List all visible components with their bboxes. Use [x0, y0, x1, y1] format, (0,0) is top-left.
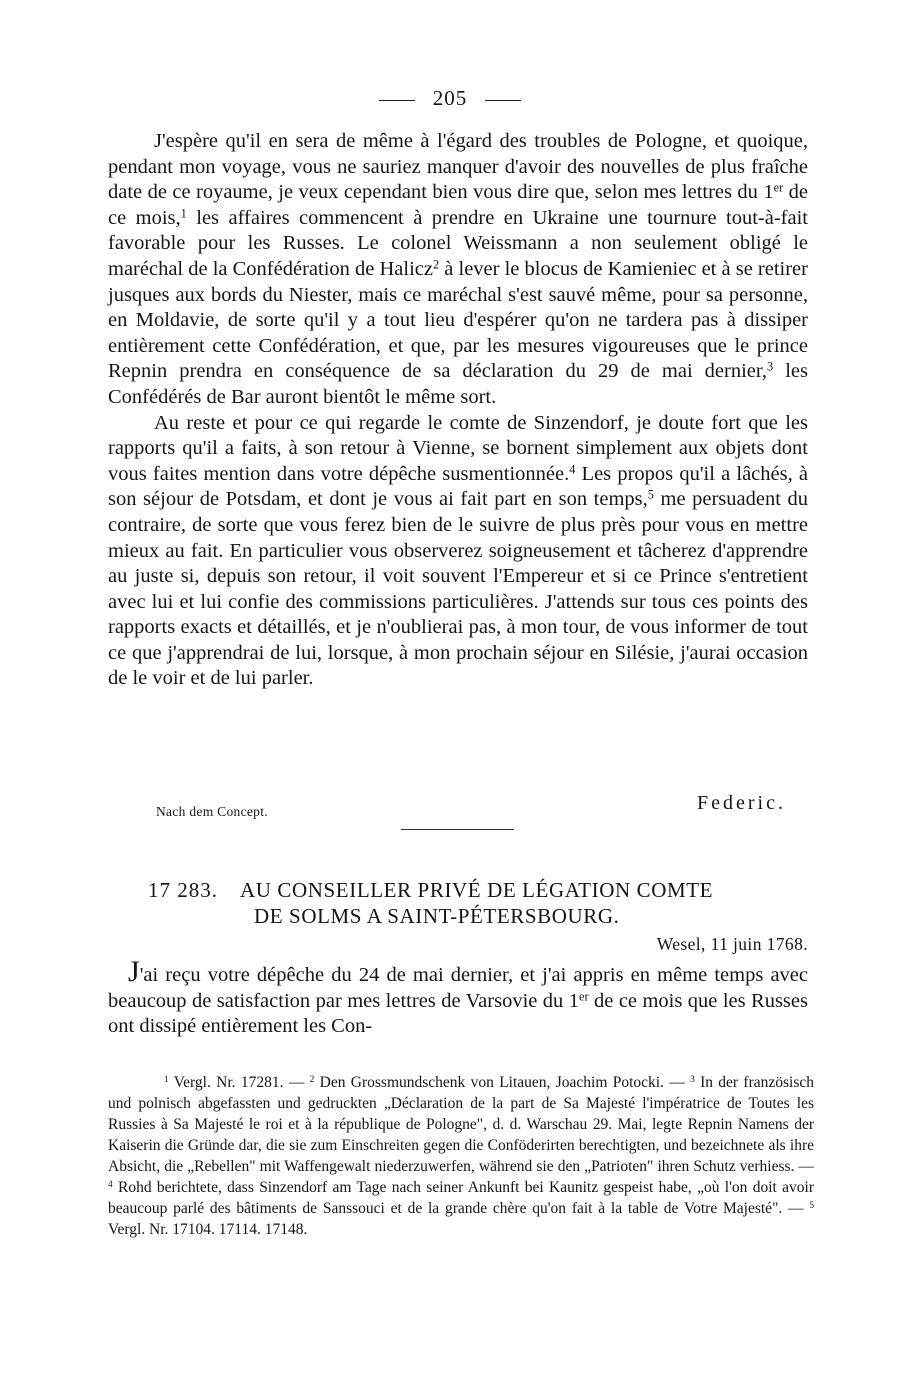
footnote-ref[interactable]: 1 [180, 206, 187, 221]
footnote-marker: 3 [690, 1074, 695, 1085]
drop-cap: J [128, 955, 140, 988]
superscript: er [579, 988, 589, 1003]
footnote-text: Vergl. Nr. 17104. 17114. 17148. [108, 1221, 308, 1238]
footnote-marker: 2 [309, 1074, 315, 1085]
paragraph-opening [108, 955, 808, 1040]
text-run: à lever le blocus de Kamieniec et à se retirer jusques aux bords du Niester, mais ce maréchal s'est sauvé même, pour sa personne, en Moldavie, de sorte qu'il y a tout lieu d'espérer qu'on ne tardera pas à dissiper entièrement cette Confédération, et que, par les mesures vigoureuses que le prince Repnin prendra en conséquence de sa déclaration du 29 de mai dernier, [108, 257, 808, 383]
superscript: er [773, 180, 784, 195]
footnotes [108, 1072, 814, 1240]
text-run: J'espère qu'il en sera de même à l'égard des troubles de Pologne, et quoique, pendant mon voyage, vous ne sauriez manquer d'avoir des nouvelles de plus fraîche date de ce royaume, je veux cependant bien vous dire que, selon mes lettres du 1 [108, 130, 808, 204]
paragraph-sinzendorf [108, 411, 808, 693]
header-rule-left [379, 100, 415, 101]
letter-body-17283 [108, 955, 808, 1040]
closing-line [108, 792, 808, 822]
footnote-text: Den Grossmundschenk von Litauen, Joachim Potocki. — [314, 1074, 691, 1091]
letter-title-line2: DE SOLMS A SAINT-PÉTERSBOURG. [254, 904, 620, 928]
footnote-block [108, 1072, 814, 1240]
text-run: me persuadent du contraire, de sorte que vous ferez bien de le suivre de plus près pour vous en mettre mieux au fait. En particulier vous observerez soigneusement et tâcherez d'apprendre au juste si, depuis son retour, il voit souvent l'Empereur et si ce Prince s'entretient avec lui et lui confie des commissions particulières. J'attends sur tous ces points des rapports exacts et détaillés, et je n'oublierai pas, à mon tour, de vous informer de tout ce que j'apprendrai de lui, lorsque, à mon prochain séjour en Silésie, j'aurai occasion de le voir et de lui parler. [108, 488, 808, 690]
footnote-ref[interactable]: 4 [569, 461, 576, 476]
letter-number: 17 283. [148, 878, 218, 902]
footnote-ref[interactable]: 3 [767, 359, 774, 374]
footnote-text: Vergl. Nr. 17281. — [168, 1074, 310, 1091]
dateline: Wesel, 11 juin 1768. [656, 934, 808, 954]
footnote-marker: 1 [164, 1074, 169, 1085]
footnote-marker: 4 [108, 1179, 113, 1190]
header-rule-right [485, 100, 521, 101]
letter-title-line1: AU CONSEILLER PRIVÉ DE LÉGATION COMTE [240, 878, 714, 902]
page-number: 205 [432, 86, 468, 110]
text-run: Au reste et pour ce qui regarde le comte de Sinzendorf, je doute fort que les rapports qu'il a faits, à son retour à Vienne, se bornent simplement aux objets dont vous faites mention dans votre dépêche susmentionnée. [108, 411, 808, 485]
footnote-ref[interactable]: 5 [647, 487, 654, 502]
footnote-text: Rohd berichtete, dass Sinzendorf am Tage nach seiner Ankunft bei Kaunitz gespeist habe, „où l'on doit avoir beaucoup parlé des bâtiments de Sanssouci et de la grande chère qu'on fait à la table de Votre Majesté". — [108, 1179, 814, 1217]
text-run: de ce mois, [108, 181, 808, 229]
letter-body-previous [108, 129, 808, 692]
text-run: les Confédérés de Bar auront bientôt le même sort. [108, 360, 808, 408]
footnote-marker: 5 [809, 1200, 814, 1211]
signature: Federic. [697, 792, 786, 814]
paragraph-troubles-pologne [108, 129, 808, 411]
text-run: de ce mois que les Russes ont dissipé entièrement les Con- [108, 989, 808, 1038]
text-run: 'ai reçu votre dépêche du 24 de mai dernier, et j'ai appris en même temps avec beaucoup de satisfaction par mes lettres de Varsovie du 1 [108, 964, 808, 1012]
text-run: les affaires commencent à prendre en Ukraine une tournure tout-à-fait favorable pour les Russes. Le colonel Weissmann a non seulement obligé le maréchal de la Confédération de Halicz [108, 206, 808, 280]
page-header [0, 86, 900, 111]
text-run: Les propos qu'il a lâchés, à son séjour de Potsdam, et dont je vous ai fait part en son temps, [108, 462, 808, 511]
footnote-ref[interactable]: 2 [433, 257, 440, 272]
source-note: Nach dem Concept. [156, 804, 268, 819]
section-divider [401, 829, 514, 830]
footnote-text: In der französisch und polnisch abgefassten und gedruckten „Déclaration de la part de Sa Majesté l'impératrice de Toutes les Russies à Sa Majesté le roi et à la république de Pologne", d. d. Warschau 29. Mai, legte Repnin Namens der Kaiserin die Gründe dar, die sie zum Einschreiten gegen die Conföderirten berechtigten, und bezeichnete als ihre Absicht, die „Rebellen" mit Waffengewalt niederzuwerfen, während sie den „Patrioten" ihren Schutz verhiess. — [108, 1074, 814, 1175]
